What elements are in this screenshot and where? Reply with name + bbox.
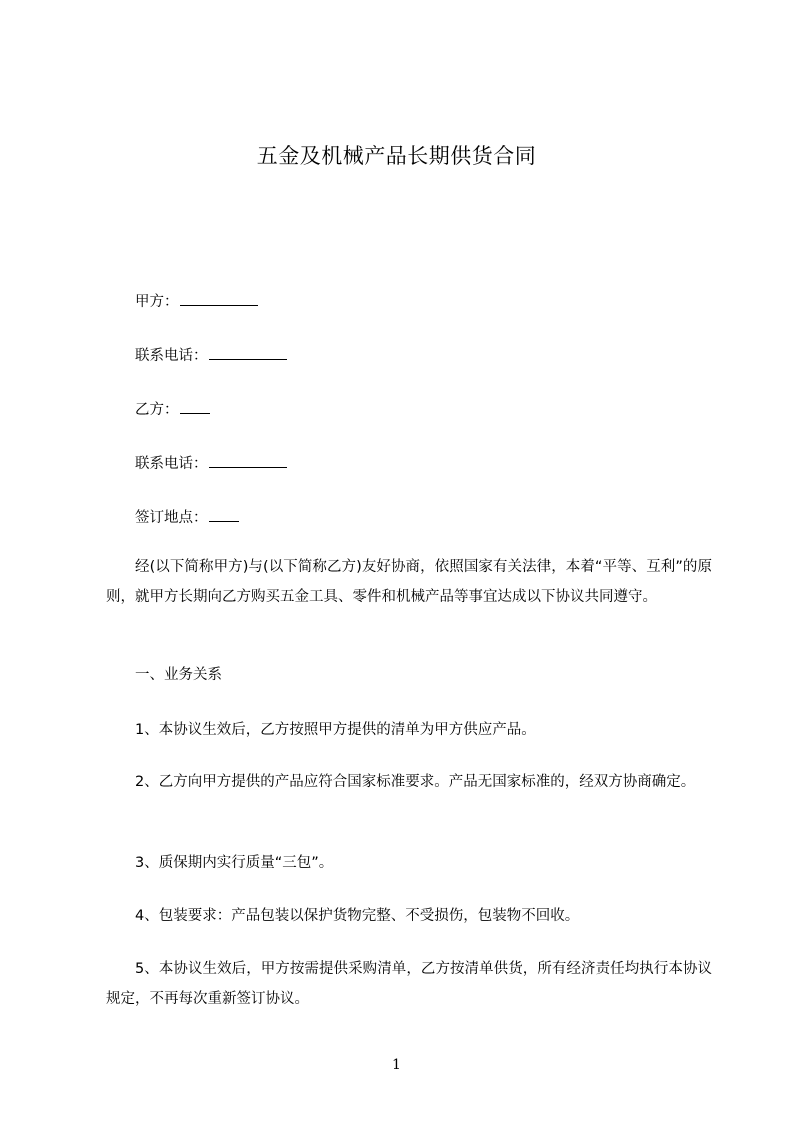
party-a-phone-label: 联系电话： [135,348,208,364]
clause-item: 4、包装要求：产品包装以保护货物完整、不受损伤，包装物不回收。 [135,908,580,924]
page-number: 1 [392,1057,401,1073]
party-b-field [135,399,210,420]
sign-place-field [135,507,239,528]
sign-place-label: 签订地点： [135,510,208,526]
party-b-phone-blank[interactable] [209,453,287,468]
party-a-phone-field [135,345,287,366]
clause-item: 1、本协议生效后，乙方按照甲方提供的清单为甲方供应产品。 [135,722,536,738]
clause-item: 3、质保期内实行质量“三包”。 [135,855,334,871]
clause-item: 5、本协议生效后，甲方按需提供采购清单，乙方按清单供货，所有经济责任均执行本协议规定，不再每次重新签订协议。 [106,961,712,1007]
party-a-phone-blank[interactable] [209,345,287,360]
party-a-label: 甲方： [135,294,179,310]
intro-paragraph: 经(以下简称甲方)与(以下简称乙方)友好协商，依照国家有关法律，本着“平等、互利”的原则，就甲方长期向乙方购买五金工具、零件和机械产品等事宜达成以下协议共同遵守。 [106,559,712,605]
party-a-blank[interactable] [180,291,258,306]
party-b-blank[interactable] [180,399,210,414]
party-b-label: 乙方： [135,402,179,418]
party-b-phone-label: 联系电话： [135,456,208,472]
document-title: 五金及机械产品长期供货合同 [256,144,537,168]
sign-place-blank[interactable] [209,507,239,522]
party-a-field [135,291,258,312]
section-heading: 一、业务关系 [135,667,222,683]
clause-item: 2、乙方向甲方提供的产品应符合国家标准要求。产品无国家标准的，经双方协商确定。 [135,774,696,790]
party-b-phone-field [135,453,287,474]
